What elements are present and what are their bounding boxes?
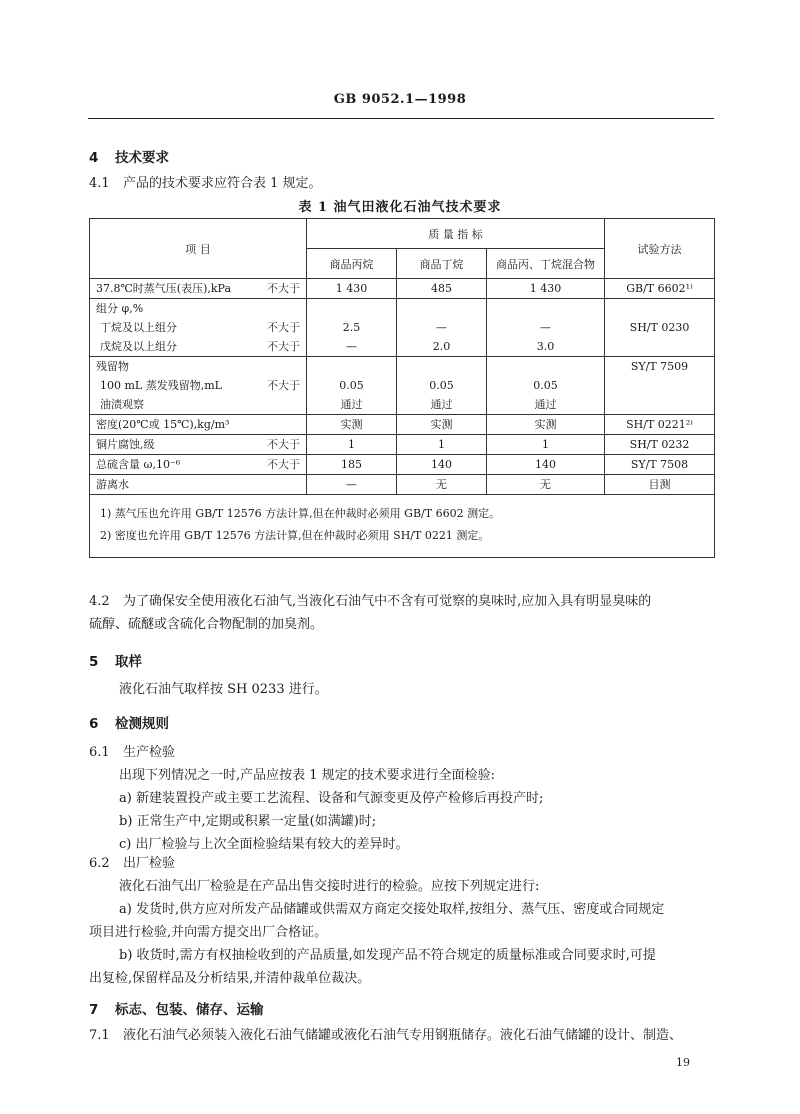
list-item-b: b) 正常生产中,定期或积累一定量(如满罐)时; — [119, 814, 377, 829]
sub-label: 戊烷及以上组分 — [100, 340, 177, 353]
clause-6-2-cont — [89, 921, 719, 990]
col-header-method: 试验方法 — [605, 219, 715, 279]
clause-number: 6.2 — [89, 856, 110, 871]
table-note-1: 1) 蒸气压也允许用 GB/T 12576 方法计算,但在仲裁时必须用 GB/T 6602 测定。 — [100, 507, 501, 520]
limit-text: 不大于 — [267, 340, 300, 353]
clause-title: 生产检验 — [123, 745, 176, 760]
value-mix: 1 430 — [529, 282, 562, 295]
clause-text-cont: 硫醇、硫醚或含硫化合物配制的加臭剂。 — [89, 617, 324, 632]
test-method: SH/T 0230 — [629, 321, 690, 334]
col-header-quality: 质 量 指 标 — [307, 219, 605, 249]
value-mix: 3.0 — [536, 340, 555, 353]
limit-text: 不大于 — [267, 282, 300, 295]
col-header-butane: 商品丁烷 — [397, 249, 487, 279]
value-butane: 2.0 — [432, 340, 451, 353]
value-propane: 实测 — [340, 418, 363, 431]
value-mix: 140 — [535, 458, 556, 471]
table-row-composition — [90, 299, 715, 357]
clause-text: 为了确保安全使用液化石油气,当液化石油气中不含有可觉察的臭味时,应加入具有明显臭味的 — [123, 594, 652, 609]
value-propane: — — [346, 340, 357, 353]
value-propane: 0.05 — [339, 379, 364, 392]
list-item-b: b) 收货时,需方有权抽检收到的产品质量,如发现产品不符合规定的质量标准或合同要求时,可提 — [119, 948, 656, 963]
section-7-heading — [89, 998, 264, 1018]
test-method: 目测 — [648, 478, 671, 491]
value-propane: 185 — [341, 458, 362, 471]
row-label: 37.8℃时蒸气压(表压),kPa — [96, 282, 232, 295]
col-header-item: 项 目 — [90, 219, 307, 279]
limit-text: 不大于 — [267, 458, 300, 471]
value-butane: 无 — [436, 478, 447, 491]
limit-text: 不大于 — [267, 321, 300, 334]
header-divider — [88, 118, 714, 119]
table-note-2: 2) 密度也允许用 GB/T 12576 方法计算,但在仲裁时必须用 SH/T 0221 测定。 — [100, 529, 490, 542]
page-number: 19 — [676, 1056, 690, 1069]
value-propane: 1 — [348, 438, 355, 451]
test-method: SH/T 0221²⁾ — [626, 418, 693, 431]
table-row-vapor — [90, 279, 715, 299]
row-label: 密度(20℃或 15℃),kg/m³ — [96, 418, 230, 431]
value-propane: 2.5 — [342, 321, 361, 334]
clause-intro: 液化石油气出厂检验是在产品出售交接时进行的检验。应按下列规定进行: — [119, 879, 540, 894]
section-title: 检测规则 — [115, 716, 169, 732]
clause-6-2-heading — [89, 852, 175, 875]
table-row-sulfur — [90, 455, 715, 475]
row-label: 残留物 — [96, 360, 129, 373]
table-row-density — [90, 415, 715, 435]
clause-intro: 出现下列情况之一时,产品应按表 1 规定的技术要求进行全面检验: — [119, 768, 496, 783]
col-header-mix: 商品丙、丁烷混合物 — [487, 249, 605, 279]
list-item-b-cont: 出复检,保留样品及分析结果,并清仲裁单位裁决。 — [89, 971, 371, 986]
value-butane: 0.05 — [429, 379, 454, 392]
clause-text: 液化石油气必须装入液化石油气储罐或液化石油气专用钢瓶储存。液化石油气储罐的设计、制造、 — [123, 1028, 683, 1043]
value-butane: 1 — [438, 438, 445, 451]
section-title: 技术要求 — [115, 150, 169, 166]
limit-text: 不大于 — [267, 379, 300, 392]
row-label: 组分 φ,% — [96, 302, 144, 315]
section-6-heading — [89, 712, 169, 732]
table-row-residue — [90, 357, 715, 415]
section-number: 4 — [89, 150, 99, 166]
value-mix: 0.05 — [533, 379, 558, 392]
clause-6-2-body — [119, 875, 719, 921]
section-number: 6 — [89, 716, 99, 732]
list-item-a-cont: 项目进行检验,并向需方提交出厂合格证。 — [89, 925, 328, 940]
section-number: 5 — [89, 654, 99, 670]
table-row-water — [90, 475, 715, 495]
section-number: 7 — [89, 1002, 99, 1018]
row-label: 游离水 — [96, 478, 129, 491]
section-title: 标志、包装、储存、运输 — [115, 1002, 264, 1018]
row-label: 总硫含量 ω,10⁻⁶ — [96, 458, 181, 471]
col-header-propane: 商品丙烷 — [307, 249, 397, 279]
clause-4-2 — [89, 590, 719, 636]
limit-text: 不大于 — [267, 438, 300, 451]
value-mix: 无 — [540, 478, 551, 491]
test-method: SY/T 7509 — [630, 360, 689, 373]
table-caption: 表 1 油气田液化石油气技术要求 — [298, 200, 502, 215]
section-5-heading — [89, 650, 142, 670]
section-4-heading — [89, 146, 169, 166]
clause-number: 6.1 — [89, 745, 110, 760]
test-method: SY/T 7508 — [630, 458, 689, 471]
list-item-a: a) 发货时,供方应对所发产品储罐或供需双方商定交接处取样,按组分、蒸气压、密度或合同规定 — [119, 902, 665, 917]
value-mix: 通过 — [534, 398, 557, 411]
value-propane: 通过 — [340, 398, 363, 411]
value-propane: 1 430 — [335, 282, 368, 295]
value-butane: — — [436, 321, 447, 334]
clause-number: 4.2 — [89, 594, 110, 609]
test-method: GB/T 6602¹⁾ — [626, 282, 693, 295]
sub-label: 100 mL 蒸发残留物,mL — [100, 379, 222, 392]
table-notes-row — [90, 495, 715, 558]
sub-label: 丁烷及以上组分 — [100, 321, 177, 334]
clause-6-1-heading — [89, 741, 175, 764]
sub-label: 油渍观察 — [100, 398, 144, 411]
value-propane: — — [346, 478, 357, 491]
value-butane: 140 — [431, 458, 452, 471]
section-title: 取样 — [115, 654, 142, 670]
clause-number: 4.1 — [89, 176, 110, 191]
spec-table — [89, 218, 715, 558]
sampling-text: 液化石油气取样按 SH 0233 进行。 — [119, 682, 328, 697]
list-item-a: a) 新建装置投产或主要工艺流程、设备和气源变更及停产检修后再投产时; — [119, 791, 544, 806]
value-mix: — — [540, 321, 551, 334]
value-butane: 通过 — [430, 398, 453, 411]
value-mix: 1 — [542, 438, 549, 451]
clause-number: 7.1 — [89, 1028, 110, 1043]
list-item-c: c) 出厂检验与上次全面检验结果有较大的差异时。 — [119, 837, 409, 852]
clause-4-1 — [89, 172, 322, 195]
value-butane: 485 — [431, 282, 452, 295]
value-butane: 实测 — [430, 418, 453, 431]
clause-6-1-body — [119, 764, 719, 856]
row-label: 铜片腐蚀,级 — [96, 438, 155, 451]
clause-text: 产品的技术要求应符合表 1 规定。 — [123, 176, 322, 191]
test-method: SH/T 0232 — [629, 438, 690, 451]
clause-7-1 — [89, 1024, 729, 1047]
table-row-copper — [90, 435, 715, 455]
value-mix: 实测 — [534, 418, 557, 431]
clause-title: 出厂检验 — [123, 856, 176, 871]
standard-code: GB 9052.1—1998 — [333, 92, 467, 107]
